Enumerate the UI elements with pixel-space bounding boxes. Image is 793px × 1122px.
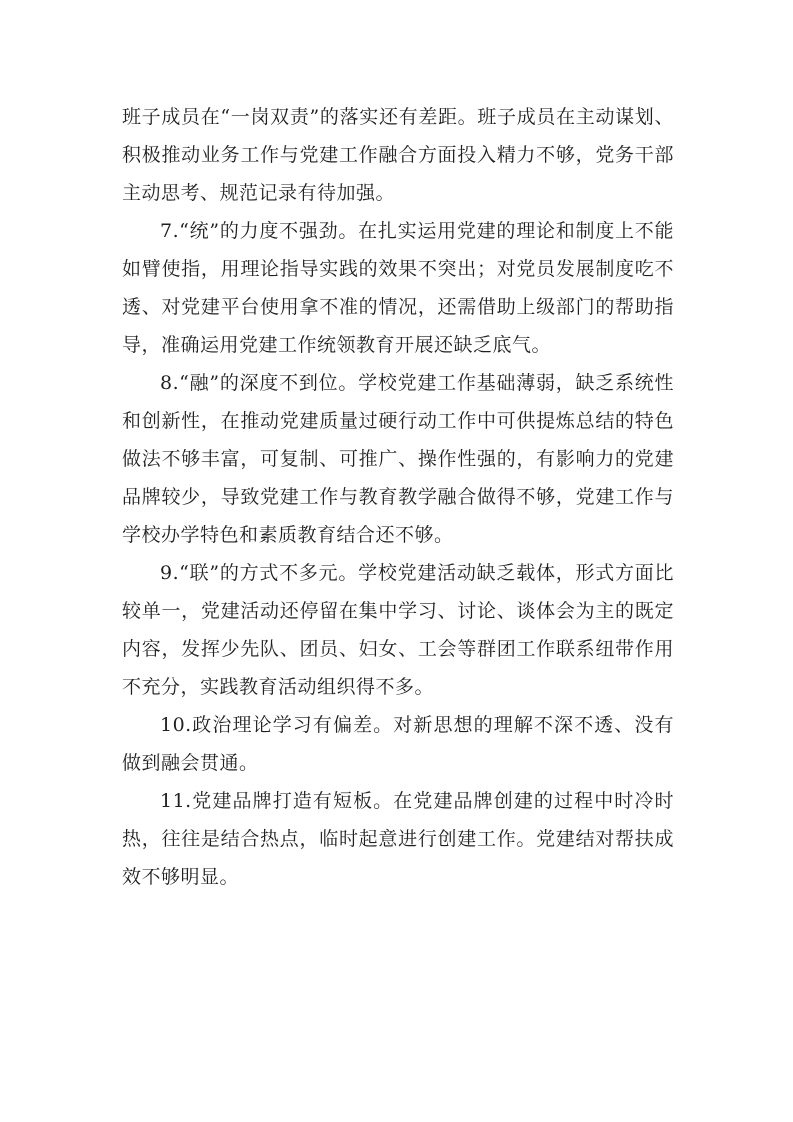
paragraph-item-9: 9.“联”的方式不多元。学校党建活动缺乏载体，形式方面比较单一，党建活动还停留在集中学习、讨论、谈体会为主的既定内容，发挥少先队、团员、妇女、工会等群团工作联系纽带作用不充分，实践教育活动组织得不多。 <box>122 562 674 698</box>
paragraph-item-8: 8.“融”的深度不到位。学校党建工作基础薄弱，缺乏系统性和创新性，在推动党建质量过硬行动工作中可供提炼总结的特色做法不够丰富，可复制、可推广、操作性强的，有影响力的党建品牌较少，导致党建工作与教育教学融合做得不够，党建工作与学校办学特色和素质教育结合还不够。 <box>122 372 674 546</box>
paragraph-item-11: 11.党建品牌打造有短板。在党建品牌创建的过程中时冷时热，往往是结合热点，临时起意进行创建工作。党建结对帮扶成效不够明显。 <box>122 790 674 888</box>
paragraph-item-7: 7.“统”的力度不强劲。在扎实运用党建的理论和制度上不能如臂使指，用理论指导实践的效果不突出；对党员发展制度吃不透、对党建平台使用拿不准的情况，还需借助上级部门的帮助指导，准确运用党建工作统领教育开展还缺乏底气。 <box>122 220 674 356</box>
paragraph-intro: 班子成员在“一岗双责”的落实还有差距。班子成员在主动谋划、积极推动业务工作与党建工作融合方面投入精力不够，党务干部主动思考、规范记录有待加强。 <box>122 106 674 204</box>
paragraph-item-10: 10.政治理论学习有偏差。对新思想的理解不深不透、没有做到融会贯通。 <box>122 714 674 774</box>
document-body <box>122 98 674 896</box>
